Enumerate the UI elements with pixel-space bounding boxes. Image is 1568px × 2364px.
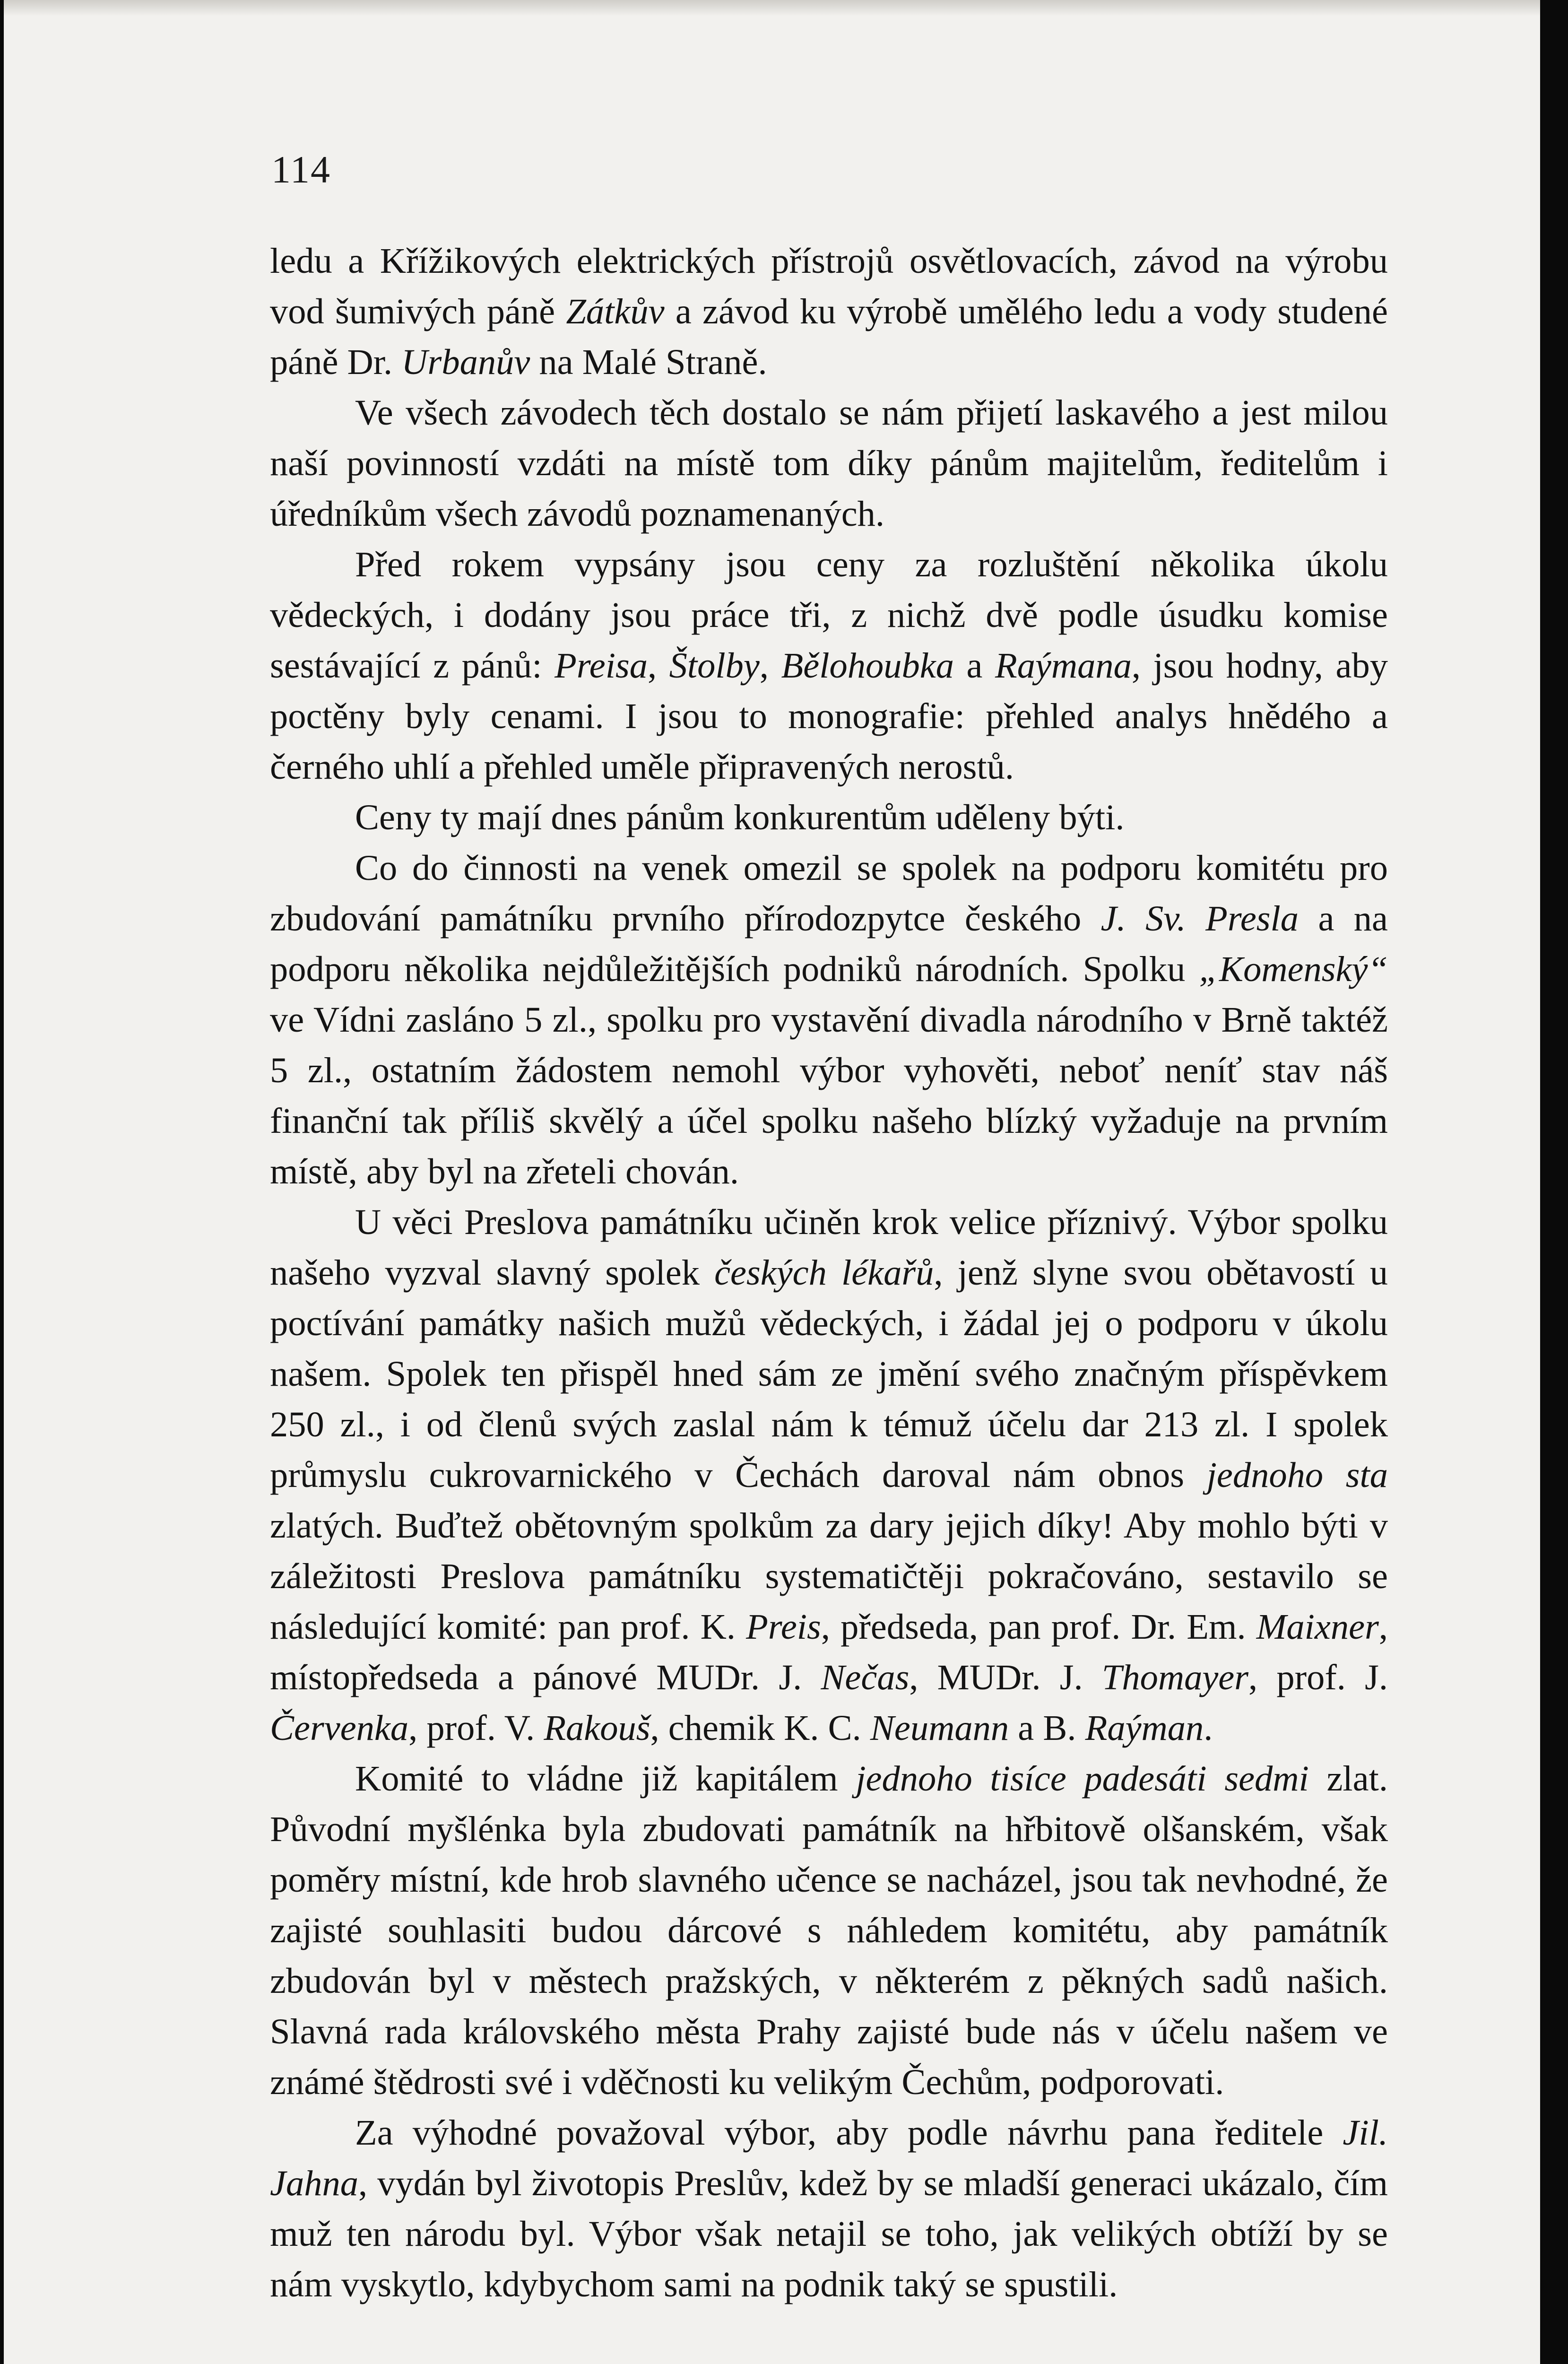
italic-name: Rakouš	[544, 1708, 650, 1748]
italic-name: „Komenský“	[1199, 949, 1388, 989]
italic-name: Preisa	[554, 645, 648, 686]
text-run: ve Vídni zasláno 5 zl., spolku pro vystavění divadla národního v Brně taktéž 5 zl., ostatním žádostem nemohl výbor vyhověti, neboť neníť stav náš finanční tak příliš skvělý a účel spolku našeho blízký vyžaduje na prvním místě, aby byl na zřeteli chován.	[270, 999, 1388, 1191]
italic-name: Thomayer	[1101, 1657, 1249, 1697]
italic-name: J. Sv. Presla	[1100, 898, 1299, 939]
text-run: ,	[759, 645, 781, 686]
scan-edge-shadow	[4, 0, 1540, 16]
text-run: Komité to vládne již kapitálem	[355, 1758, 856, 1799]
italic-name: českých lékařů	[714, 1252, 934, 1293]
text-run: a závod ku výrobě umělého ledu a vody studené páně Dr.	[270, 291, 1388, 382]
italic-name: Štolby	[669, 645, 760, 686]
paragraph-2	[270, 387, 1388, 539]
paragraph-3	[270, 539, 1388, 792]
text-run: U věci Preslova památníku učiněn krok velice příznivý. Výbor spolku našeho vyzval slavný spolek	[270, 1202, 1388, 1293]
paragraph-6	[270, 1197, 1388, 1753]
italic-name: Zátkův	[566, 291, 665, 331]
book-page	[4, 0, 1540, 2364]
text-run: , vydán byl životopis Preslův, kdež by se mladší generaci ukázalo, čím muž ten národu byl. Výbor však netajil se toho, jak velikých obtíží by se nám vyskytlo, kdybychom sami na podnik taký se spustili.	[270, 2163, 1388, 2304]
paragraph-4	[270, 792, 1388, 843]
italic-name: Urbanův	[401, 342, 530, 382]
text-run: , prof. J.	[1248, 1657, 1388, 1697]
italic-name: Červenka	[270, 1708, 409, 1748]
body-text	[270, 235, 1388, 2310]
text-run: Ve všech závodech těch dostalo se nám přijetí laskavého a jest milou naší povinností vzdáti na místě tom díky pánům majitelům, ředitelům i úředníkům všech závodů poznamenaných.	[270, 392, 1388, 534]
paragraph-1	[270, 235, 1388, 387]
italic-name: Jil. Jahna	[270, 2112, 1388, 2203]
italic-name: Raýmana	[995, 645, 1132, 686]
text-run: , místopředseda a pánové MUDr. J.	[270, 1607, 1388, 1697]
text-run: na Malé Straně.	[530, 342, 767, 382]
text-run: Ceny ty mají dnes pánům konkurentům uděleny býti.	[355, 797, 1125, 837]
text-run: Za výhodné považoval výbor, aby podle návrhu pana ředitele	[355, 2112, 1343, 2153]
italic-name: jednoho sta	[1206, 1455, 1388, 1495]
paragraph-7	[270, 1753, 1388, 2107]
italic-name: Bělohoubka	[781, 645, 954, 686]
text-run: , prof. V.	[408, 1708, 544, 1748]
text-run: .	[1204, 1708, 1213, 1748]
text-run: zlat. Původní myšlénka byla zbudovati památník na hřbitově olšanském, však poměry místní, kde hrob slavného učence se nacházel, jsou tak nevhodné, že zajisté souhlasiti budou dárcové s náhledem komitétu, aby památník zbudován byl v městech pražských, v některém z pěkných sadů našich. Slavná rada královského města Prahy zajisté bude nás v účelu našem ve známé štědrosti své i vděčnosti ku velikým Čechům, podporovati.	[270, 1758, 1388, 2102]
italic-name: Raýman	[1085, 1708, 1204, 1748]
text-run: Před rokem vypsány jsou ceny za rozluštění několika úkolu vědeckých, i dodány jsou práce tři, z nichž dvě podle úsudku komise sestávající z pánů:	[270, 544, 1388, 686]
text-run: ledu a Křížikových elektrických přístrojů osvětlovacích, závod na výrobu vod šumivých páně	[270, 241, 1388, 331]
text-run: , jenž slyne svou obětavostí u poctívání památky našich mužů vědeckých, i žádal jej o podporu v úkolu našem. Spolek ten přispěl hned sám ze jmění svého značným příspěvkem 250 zl., i od členů svých zaslal nám k témuž účelu dar 213 zl. I spolek průmyslu cukrovarnického v Čechách daroval nám obnos	[270, 1252, 1388, 1495]
text-run: , jsou hodny, aby poctěny byly cenami. I jsou to monografie: přehled analys hnědého a černého uhlí a přehled uměle připravených nerostů.	[270, 645, 1388, 787]
italic-name: Maixner	[1256, 1607, 1379, 1647]
italic-name: Neumann	[870, 1708, 1009, 1748]
text-run: ,	[648, 645, 669, 686]
text-run: a na podporu několika nejdůležitějších podniků národních. Spolku	[270, 898, 1388, 989]
text-run: a B.	[1009, 1708, 1085, 1748]
page-number: 114	[271, 148, 331, 191]
text-run: , chemik K. C.	[650, 1708, 870, 1748]
text-run: Co do činnosti na venek omezil se spolek na podporu komitétu pro zbudování památníku prvního přírodozpytce českého	[270, 848, 1388, 939]
italic-name: Preis	[746, 1607, 821, 1647]
text-run: a	[953, 645, 995, 686]
italic-name: Nečas	[821, 1657, 910, 1697]
paragraph-8	[270, 2107, 1388, 2310]
italic-name: jednoho tisíce padesáti sedmi	[856, 1758, 1309, 1799]
paragraph-5	[270, 843, 1388, 1197]
text-run: , předseda, pan prof. Dr. Em.	[821, 1607, 1256, 1647]
text-run: , MUDr. J.	[909, 1657, 1102, 1697]
text-run: zlatých. Buďtež obětovným spolkům za dary jejich díky! Aby mohlo býti v záležitosti Preslova památníku systematičtěji pokračováno, sestavilo se následující komité: pan prof. K.	[270, 1505, 1388, 1647]
